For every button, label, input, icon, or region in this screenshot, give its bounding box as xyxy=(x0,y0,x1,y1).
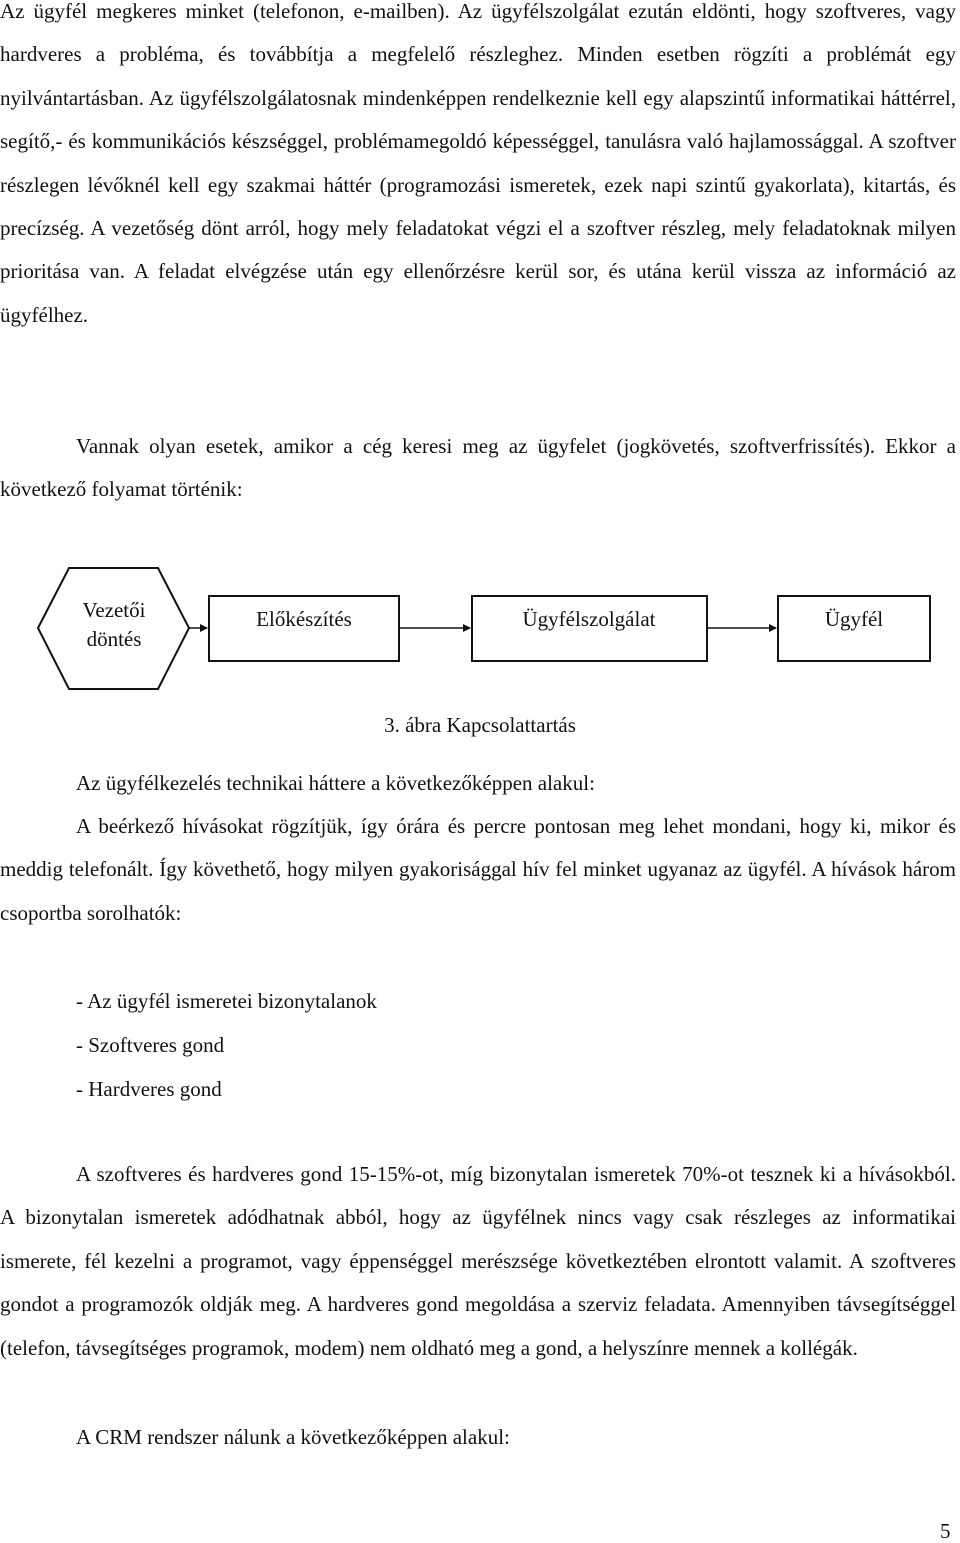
paragraph-technical-background: Az ügyfélkezelés technikai háttere a következőképpen alakul: xyxy=(76,771,595,795)
list-item: - Hardveres gond xyxy=(76,1077,222,1101)
paragraph-crm-intro: A CRM rendszer nálunk a következőképpen alakul: xyxy=(76,1425,510,1449)
diagram-start-label-line1: Vezetői xyxy=(82,598,146,622)
paragraph-customer-contact: Az ügyfél megkeres minket (telefonon, e-mailben). Az ügyfélszolgálat ezután eldönti, hogy szoftveres, vagy hardveres a probléma, és továbbítja a megfelelő részleghez. Minden esetben rögzíti a problémát egy nyilvántartásban. Az ügyfélszolgálatosnak mindenképpen rendelkeznie kell egy alapszintű informatikai háttérrel, segítő,- és kommunikációs készséggel, problémamegoldó képességgel, tanulásra való hajlamossággal. A szoftver részlegen lévőknél kell egy szakmai háttér (programozási ismeretek, ezek napi szintű gyakorlata), kitartás, és precízség. A vezetőség dönt arról, hogy mely feladatokat végzi el a szoftver részleg, mely feladatoknak milyen prioritása van. A feladat elvégzése után egy ellenőrzésre kerül sor, és utána kerül vissza az információ az ügyfélhez. xyxy=(0,0,956,327)
paragraph-call-statistics: A szoftveres és hardveres gond 15-15%-ot, míg bizonytalan ismeretek 70%-ot tesznek ki a hívásokból. A bizonytalan ismeretek adódhatnak abból, hogy az ügyfélnek nincs vagy csak részleges az informatikai ismerete, fél kezelni a programot, vagy éppenséggel merészsége következtében elrontott valamit. A szoftveres gondot a programozók oldják meg. A hardveres gond megoldása a szerviz feladata. Amennyiben távsegítséggel (telefon, távsegítséges programok, modem) nem oldható meg a gond, a helyszínre mennek a kollégák. xyxy=(0,1162,956,1360)
step-label-preparation: Előkészítés xyxy=(256,607,352,631)
contact-flow-diagram xyxy=(0,560,960,700)
paragraph-call-recording: A beérkező hívásokat rögzítjük, így órára és percre pontosan meg lehet mondani, hogy ki, mikor és meddig telefonált. Így követhető, hogy milyen gyakorisággal hív fel minket ugyanaz az ügyfél. A hívások három csoportba sorolhatók: xyxy=(0,814,956,925)
list-item: - Az ügyfél ismeretei bizonytalanok xyxy=(76,989,377,1013)
step-label-customer-service: Ügyfélszolgálat xyxy=(522,607,656,631)
diagram-start-label-line2: döntés xyxy=(86,627,142,651)
list-item: - Szoftveres gond xyxy=(76,1033,225,1057)
step-label-customer: Ügyfél xyxy=(824,607,884,631)
paragraph-company-initiated: Vannak olyan esetek, amikor a cég keresi meg az ügyfelet (jogkövetés, szoftverfrissítés). Ekkor a következő folyamat történik: xyxy=(0,434,956,502)
page-number: 5 xyxy=(940,1519,951,1543)
figure-caption: 3. ábra Kapcsolattartás xyxy=(384,713,576,737)
